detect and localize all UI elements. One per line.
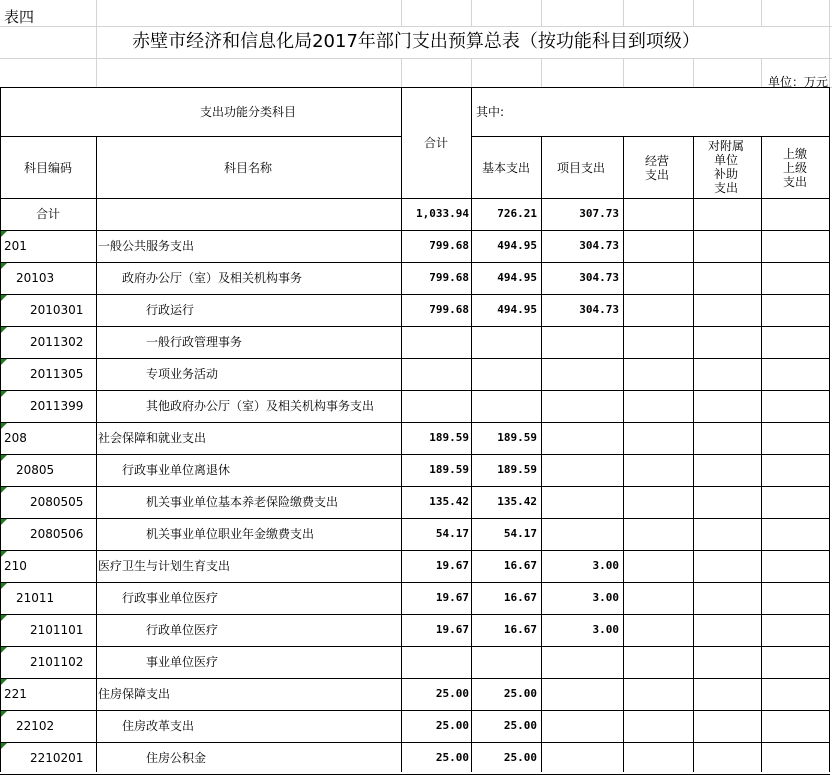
subject-code: 210	[4, 559, 27, 573]
header-operating	[623, 154, 691, 182]
header-line: 经营	[644, 154, 669, 168]
amount-total: 19.67	[435, 623, 469, 636]
grid-hline	[0, 614, 830, 615]
cell-marker-icon	[1, 295, 7, 301]
grid-vline	[471, 87, 472, 772]
amount-project: 307.73	[579, 207, 619, 220]
subject-code: 201	[4, 239, 27, 253]
grid-hline	[0, 422, 830, 423]
cell-marker-icon	[1, 583, 7, 589]
subject-code: 2080506	[30, 527, 84, 541]
header-basic: 基本支出	[481, 161, 530, 175]
grid-hline	[0, 230, 830, 231]
sheet-label: 表四	[4, 8, 35, 26]
header-category: 支出功能分类科目	[199, 105, 296, 119]
cell-marker-icon	[1, 327, 7, 333]
amount-total: 1,033.94	[416, 207, 469, 220]
header-remit	[761, 147, 829, 189]
unit-label: 单位：万元	[767, 75, 828, 89]
cell-marker-icon	[1, 615, 7, 621]
cell-marker-icon	[1, 743, 7, 749]
subject-name: 机关事业单位职业年金缴费支出	[146, 527, 315, 541]
subject-code: 2011399	[30, 399, 84, 413]
subject-code: 2101102	[30, 655, 84, 669]
grid-vline	[471, 58, 472, 87]
cell-marker-icon	[1, 263, 7, 269]
amount-project: 3.00	[592, 559, 619, 572]
header-line: 支出	[713, 181, 738, 195]
amount-total: 799.68	[429, 239, 469, 252]
amount-project: 3.00	[592, 623, 619, 636]
amount-total: 19.67	[435, 591, 469, 604]
grid-hline	[0, 742, 830, 743]
cell-marker-icon	[1, 231, 7, 237]
subject-code: 22102	[16, 719, 55, 733]
subject-name: 机关事业单位基本养老保险缴费支出	[146, 495, 339, 509]
subject-code: 2080505	[30, 495, 84, 509]
header-line: 上级	[782, 161, 807, 175]
header-name: 科目名称	[223, 161, 272, 175]
subject-name: 医疗卫生与计划生育支出	[98, 559, 231, 573]
grid-hline	[0, 518, 830, 519]
grid-hline	[0, 58, 832, 59]
amount-basic: 25.00	[503, 719, 537, 732]
cell-marker-icon	[1, 423, 7, 429]
amount-total: 135.42	[429, 495, 469, 508]
subject-name: 一般行政管理事务	[146, 335, 243, 349]
amount-project: 304.73	[579, 239, 619, 252]
amount-project: 3.00	[592, 591, 619, 604]
cell-marker-icon	[1, 519, 7, 525]
amount-project: 304.73	[579, 271, 619, 284]
amount-basic: 189.59	[497, 431, 537, 444]
header-line: 支出	[782, 175, 807, 189]
header-code: 科目编码	[23, 161, 72, 175]
amount-basic: 54.17	[503, 527, 537, 540]
header-subsidy	[693, 139, 759, 195]
header-line: 支出	[644, 168, 669, 182]
amount-basic: 494.95	[497, 239, 537, 252]
subject-name: 一般公共服务支出	[98, 239, 195, 253]
subject-name: 行政单位医疗	[146, 623, 219, 637]
grid-hline	[0, 198, 830, 199]
subject-code: 合计	[36, 207, 61, 221]
header-total: 合计	[423, 136, 448, 150]
grid-vline	[761, 0, 762, 26]
amount-basic: 16.67	[503, 623, 537, 636]
subject-name: 住房保障支出	[98, 687, 171, 701]
amount-total: 19.67	[435, 559, 469, 572]
subject-name: 行政事业单位离退休	[122, 463, 231, 477]
amount-total: 25.00	[435, 751, 469, 764]
amount-basic: 16.67	[503, 559, 537, 572]
grid-vline	[761, 58, 762, 87]
grid-hline	[0, 678, 830, 679]
subject-name: 住房改革支出	[122, 719, 195, 733]
grid-vline	[541, 58, 542, 87]
grid-vline	[693, 0, 694, 26]
subject-code: 208	[4, 431, 27, 445]
amount-total: 799.68	[429, 271, 469, 284]
subject-code: 2011302	[30, 335, 84, 349]
grid-hline	[0, 710, 830, 711]
grid-hline	[471, 136, 830, 137]
cell-marker-icon	[1, 391, 7, 397]
subject-code: 20103	[16, 271, 55, 285]
subject-code: 221	[4, 687, 27, 701]
grid-hline	[0, 582, 830, 583]
grid-vline	[541, 0, 542, 26]
subject-name: 行政事业单位医疗	[122, 591, 219, 605]
amount-basic: 16.67	[503, 591, 537, 604]
subject-code: 21011	[16, 591, 55, 605]
header-line: 补助	[713, 167, 738, 181]
table-title: 赤壁市经济和信息化局2017年部门支出预算总表（按功能科目到项级）	[132, 31, 700, 52]
subject-code: 2010301	[30, 303, 84, 317]
amount-total: 799.68	[429, 303, 469, 316]
cell-marker-icon	[1, 647, 7, 653]
grid-vline	[471, 0, 472, 26]
subject-name: 政府办公厅（室）及相关机构事务	[122, 271, 303, 285]
cell-marker-icon	[1, 551, 7, 557]
grid-vline	[829, 87, 830, 772]
cell-marker-icon	[1, 711, 7, 717]
amount-total: 25.00	[435, 687, 469, 700]
amount-basic: 25.00	[503, 751, 537, 764]
amount-total: 54.17	[435, 527, 469, 540]
grid-hline	[0, 646, 830, 647]
cell-marker-icon	[1, 455, 7, 461]
amount-basic: 494.95	[497, 303, 537, 316]
amount-total: 25.00	[435, 719, 469, 732]
grid-hline	[0, 486, 830, 487]
grid-vline	[693, 58, 694, 87]
grid-vline	[401, 87, 402, 772]
amount-project: 304.73	[579, 303, 619, 316]
grid-hline	[0, 454, 830, 455]
subject-code: 20805	[16, 463, 55, 477]
amount-total: 189.59	[429, 463, 469, 476]
amount-basic: 25.00	[503, 687, 537, 700]
subject-code: 2101101	[30, 623, 84, 637]
header-line: 单位	[713, 153, 738, 167]
grid-vline	[401, 58, 402, 87]
grid-hline	[0, 26, 832, 27]
grid-hline	[0, 390, 830, 391]
subject-name: 专项业务活动	[146, 367, 219, 381]
grid-vline	[401, 0, 402, 26]
amount-basic: 189.59	[497, 463, 537, 476]
header-project: 项目支出	[556, 161, 605, 175]
subject-name: 事业单位医疗	[146, 655, 219, 669]
grid-hline	[0, 326, 830, 327]
header-among: 其中:	[476, 105, 505, 119]
grid-hline	[0, 550, 830, 551]
grid-hline	[0, 262, 830, 263]
header-line: 上缴	[782, 147, 807, 161]
grid-hline	[0, 358, 830, 359]
grid-vline	[0, 87, 1, 772]
subject-code: 2011305	[30, 367, 84, 381]
grid-hline	[0, 87, 830, 88]
cell-marker-icon	[1, 487, 7, 493]
subject-name: 行政运行	[146, 303, 195, 317]
grid-hline	[0, 294, 830, 295]
cell-marker-icon	[1, 679, 7, 685]
grid-vline	[623, 58, 624, 87]
subject-name: 住房公积金	[146, 751, 207, 765]
amount-basic: 494.95	[497, 271, 537, 284]
amount-basic: 135.42	[497, 495, 537, 508]
subject-code: 2210201	[30, 751, 84, 765]
header-line: 对附属	[707, 139, 744, 153]
amount-total: 189.59	[429, 431, 469, 444]
grid-hline	[0, 136, 401, 137]
subject-name: 社会保障和就业支出	[98, 431, 207, 445]
grid-vline	[623, 0, 624, 26]
subject-name: 其他政府办公厅（室）及相关机构事务支出	[146, 399, 375, 413]
cell-marker-icon	[1, 359, 7, 365]
amount-basic: 726.21	[497, 207, 537, 220]
